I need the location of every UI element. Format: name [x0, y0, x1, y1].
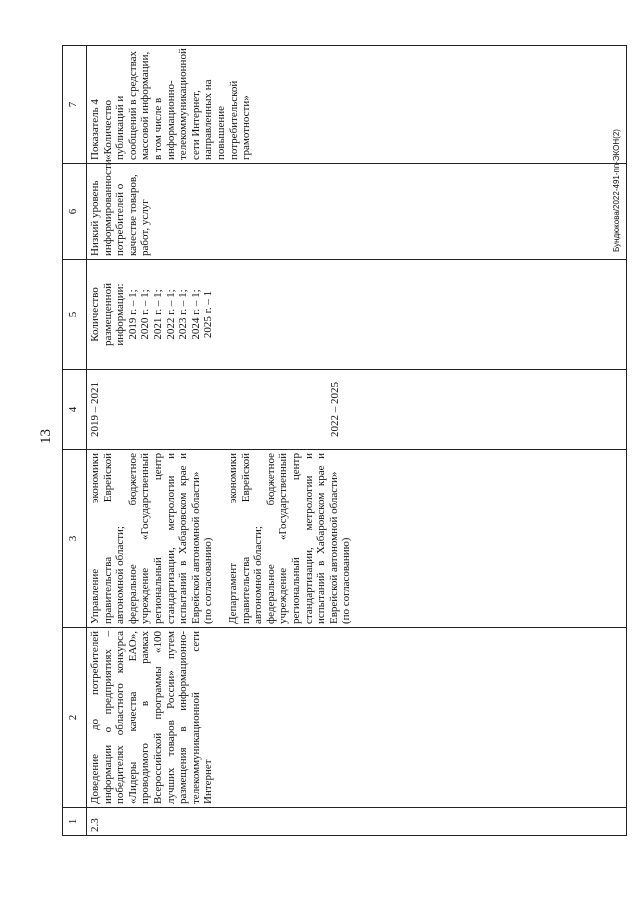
column-header: 6: [63, 164, 87, 260]
measures-table: [62, 45, 627, 836]
executor-second: Департамент экономики правительства Еврейской автономной области; федеральное бюджетное учреждение «Государственный региональный центр стандартизации, метрологии и испытаний в Хабаровском крае и Еврейской автономной области» (по согласованию): [226, 453, 353, 624]
table-header-row: [63, 46, 87, 836]
executors-cell: [87, 450, 627, 628]
page-number: 13: [38, 429, 54, 444]
document-id-label: Бундюкова/2022-491-пп-ЭКОН(2): [612, 129, 621, 252]
column-header: 3: [63, 450, 87, 628]
column-header: 2: [63, 628, 87, 808]
period-second: 2022 – 2025: [329, 382, 341, 437]
period-first: 2019 – 2021: [89, 382, 101, 437]
column-header: 1: [63, 808, 87, 836]
indicator-cell: Показатель 4 «Количество публикаций и сообщений в средствах массовой информации, в том числе в информационно-телекоммуникационной сети Интернет, направленных на повышение потребительской грамотности»: [87, 46, 627, 164]
period-cell: [87, 370, 627, 450]
result-cell: [87, 260, 627, 370]
consequence-cell: Низкий уровень информированности потребителей о качестве товаров, работ, услуг: [87, 164, 627, 260]
rotated-table-container: [62, 46, 631, 836]
column-header: 4: [63, 370, 87, 450]
row-number: 2.3: [87, 808, 627, 836]
column-header: 7: [63, 46, 87, 164]
executor-first: Управление экономики правительства Еврейской автономной области; федеральное бюджетное учреждение «Государственный региональный центр стандартизации, метрологии и испытаний в Хабаровском крае и Еврейской автономной области» (по согласованию): [89, 453, 215, 624]
measure-description: Доведение до потребителей информации о предприятиях – победителях областного конкурса «Лидеры качества ЕАО», проводимого в рамках Всероссийской программы «100 лучших товаров России» путем размещения в информационно-телекоммуникационной сети Интернет: [87, 628, 627, 808]
result-text: Количество размещенной информации: 2019 г. – 1; 2020 г. – 1; 2021 г. – 1; 2022 г. – 1; 2023 г. – 1; 2024 г. – 1; 2025 г. – 1: [89, 283, 215, 346]
table-row: [87, 46, 627, 836]
column-header: 5: [63, 260, 87, 370]
